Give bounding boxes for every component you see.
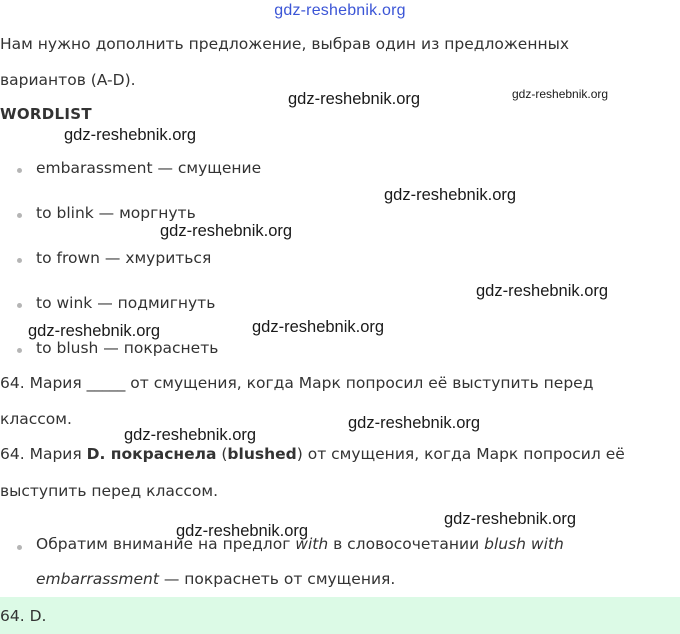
wordlist-item: to wink — подмигнуть [36,294,216,312]
bullet-icon [17,348,22,353]
note-line-2 [36,569,395,589]
intro-line-1: Нам нужно дополнить предложение, выбрав один из предложенных [0,35,570,53]
note-phrase-2: embarrassment [36,570,159,588]
task-line-2: классом. [0,410,72,428]
note-with: with [295,535,329,553]
watermark: gdz-reshebnik.org [444,510,577,528]
solution-english: blushed [227,445,297,463]
answer-bar [0,597,680,634]
watermark: gdz-reshebnik.org [252,318,385,336]
solution-rest: от смущения, когда Марк попросил её [302,445,625,463]
watermark: gdz-reshebnik.org [476,282,609,300]
solution-paren-open: ( [216,445,228,463]
note-part-1: Обратим внимание на предлог [36,535,296,553]
wordlist-item: embarassment — смущение [36,159,262,177]
bullet-icon [17,213,22,218]
watermark: gdz-reshebnik.org [124,426,257,444]
watermark: gdz-reshebnik.org [348,414,481,432]
wordlist-item: to frown — хмуриться [36,249,212,267]
solution-paren-close: ) [296,445,303,463]
note-part-2: в словосочетании [328,535,485,553]
bullet-icon [17,258,22,263]
note-phrase-1: blush with [484,535,564,553]
bullet-icon [17,303,22,308]
bullet-icon [17,545,22,550]
watermark: gdz-reshebnik.org [176,522,309,540]
wordlist-heading: WORDLIST [0,105,92,123]
bullet-icon [17,168,22,173]
solution-line-2: выступить перед классом. [0,482,218,500]
site-header-link[interactable]: gdz-reshebnik.org [274,2,406,19]
solution-prefix: 64. Мария [0,445,87,463]
watermark: gdz-reshebnik.org [28,322,161,340]
watermark: gdz-reshebnik.org [288,90,421,108]
intro-line-2: вариантов (A-D). [0,71,136,89]
solution-line-1 [0,444,625,464]
watermark: gdz-reshebnik.org [512,87,609,101]
watermark: gdz-reshebnik.org [64,126,197,144]
watermark: gdz-reshebnik.org [384,186,517,204]
solution-answer: D. покраснела [86,445,217,463]
wordlist-item: to blush — покраснеть [36,339,219,357]
task-line-1: 64. Мария _____ от смущения, когда Марк попросил её выступить перед [0,374,594,392]
note-part-3: — покраснеть от смущения. [158,570,396,588]
watermark: gdz-reshebnik.org [160,222,293,240]
answer-text: 64. D. [0,607,47,625]
wordlist-item: to blink — моргнуть [36,204,196,222]
